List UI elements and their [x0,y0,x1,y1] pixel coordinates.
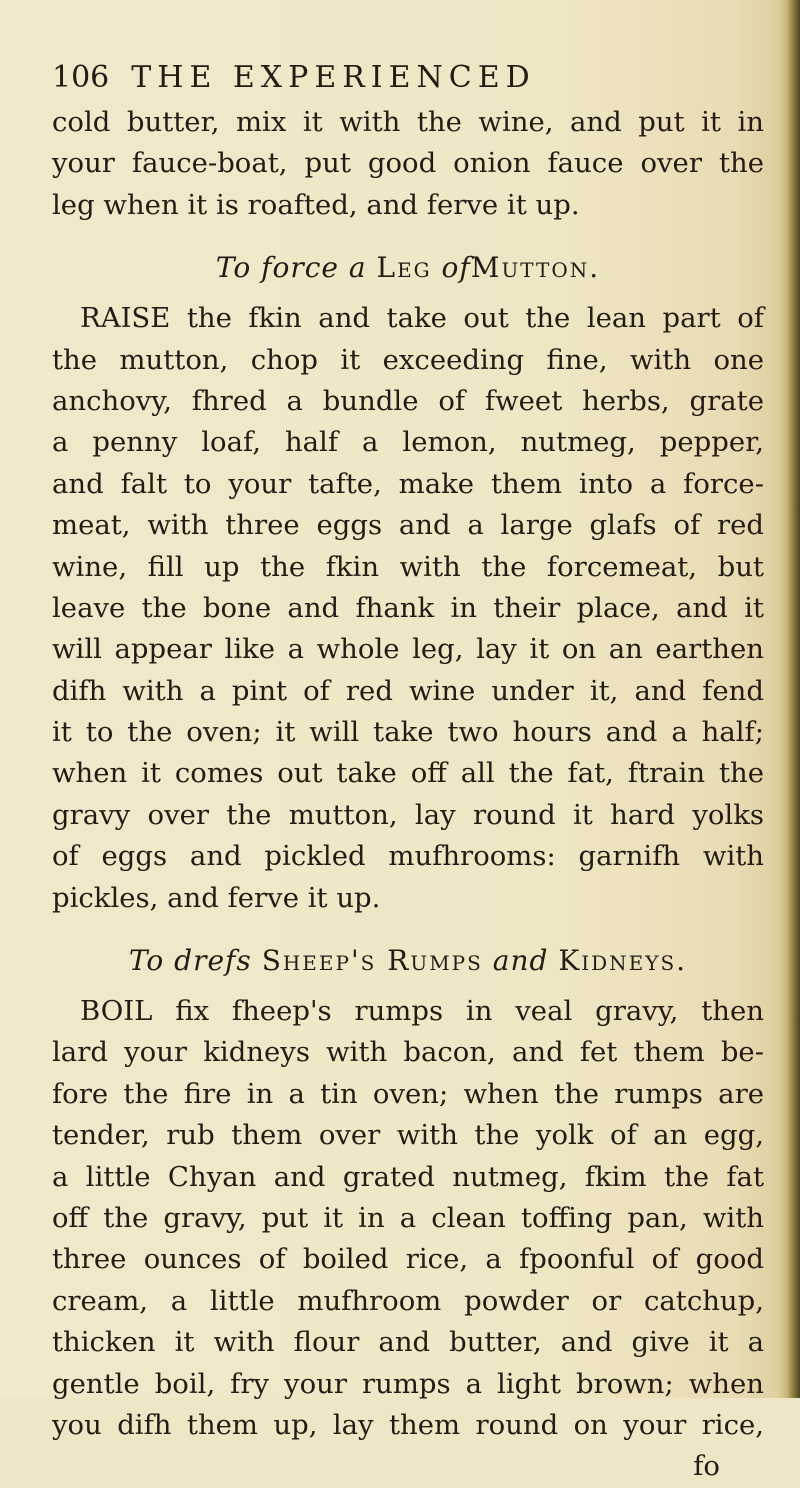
text-line: will appear like a whole leg, lay it on an earthen [52,633,764,666]
text-line: gentle boil, fry your rumps a light brown; when [52,1367,764,1400]
title-part: To drefs [128,944,252,978]
text-line: cream, a little mufhroom powder or catchup, [52,1284,764,1317]
text-line: it to the oven; it will take two hours and a half; [52,716,764,749]
text-line: gravy over the mutton, lay round it hard yolks [52,798,764,831]
text-line: off the gravy, put it in a clean toffing pan, with [52,1201,764,1234]
text-line: the mutton, chop it exceeding fine, with one [52,343,764,376]
title-part: To force a [215,251,367,285]
title-part: and [492,944,549,978]
text-line: a penny loaf, half a lemon, nutmeg, pepper, [52,426,764,459]
title-part: Sheep's Rumps [261,944,483,978]
text-line: a little Chyan and grated nutmeg, fkim the fat [52,1160,764,1193]
text-line: cold butter, mix it with the wine, and put it in [52,106,764,138]
page-edge-shadow [778,0,800,1398]
recipe-title-leg-of-mutton [52,238,764,298]
text-line: three ounces of boiled rice, a fpoonful of good [52,1243,764,1276]
text-line: leave the bone and fhank in their place, and it [52,591,764,624]
title-part: Mutton. [470,251,601,285]
text-line: pickles, and ferve it up. [52,881,381,914]
running-title: THE EXPERIENCED [131,60,536,95]
text-line: difh with a pint of red wine under it, and fend [52,674,764,707]
text-line: lard your kidneys with bacon, and fet them be- [52,1036,764,1069]
text-line: thicken it with flour and butter, and give it a [52,1326,764,1359]
recipe-title-sheeps-rumps [52,931,764,991]
text-line: leg when it is roafted, and ferve it up. [52,188,580,221]
text-line: tender, rub them over with the yolk of an egg, [52,1119,764,1152]
text-line: when it comes out take off all the fat, ftrain the [52,757,764,790]
text-line: RAISE the fkin and take out the lean part of [80,302,764,335]
running-header [52,60,752,100]
title-part: Leg [376,251,432,285]
text-line: you difh them up, lay them round on your rice, [52,1408,764,1441]
page-number: 106 [52,60,110,95]
text-line: anchovy, fhred a bundle of fweet herbs, grate [52,384,764,417]
text-line: wine, fill up the fkin with the forcemeat, but [52,550,764,583]
catchword: fo [693,1450,720,1483]
page-body [52,102,764,1488]
text-line: your fauce-boat, put good onion fauce over the [52,147,764,180]
text-line: of eggs and pickled mufhrooms: garnifh with [52,840,764,873]
text-line: meat, with three eggs and a large glafs of red [52,509,764,542]
text-line: and falt to your tafte, make them into a force- [52,467,764,500]
title-part: Kidneys. [558,944,688,978]
text-line: BOIL fix fheep's rumps in veal gravy, then [80,995,764,1028]
text-line: fore the fire in a tin oven; when the rumps are [52,1077,764,1110]
title-part: of [441,251,471,285]
